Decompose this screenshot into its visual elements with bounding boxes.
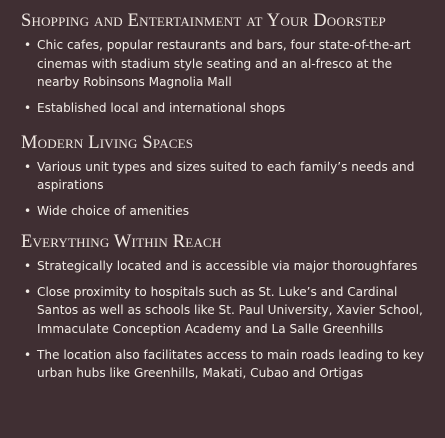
- list-item: [21, 257, 435, 276]
- section-heading: Modern Living Spaces: [21, 132, 194, 153]
- list-item-text: Established local and international shops: [37, 101, 286, 115]
- list-item-text: Chic cafes, popular restaurants and bars, four state-of-the-art cinemas with stadium style seating and an al-fresco at the nearby Robinsons Magnolia Mall: [37, 38, 411, 89]
- bullet-icon: •: [24, 204, 32, 218]
- list-item: [21, 99, 435, 118]
- section-heading: Everything Within Reach: [21, 231, 222, 252]
- bullet-icon: •: [24, 159, 32, 174]
- list-item-text: Strategically located and is accessible via major thoroughfares: [37, 258, 418, 273]
- list-item-text: Wide choice of amenities: [37, 204, 190, 218]
- list-item-text: The location also facilitates access to main roads leading to key urban hubs like Greenhills, Makati, Cubao and Ortigas: [37, 347, 424, 380]
- list-item: [21, 158, 435, 195]
- bullet-icon: •: [24, 284, 32, 299]
- list-item: [21, 346, 435, 383]
- list-item: [21, 283, 435, 339]
- section-heading: Shopping and Entertainment at Your Doorstep: [21, 11, 386, 31]
- list-item-text: Various unit types and sizes suited to each family’s needs and aspirations: [37, 159, 415, 192]
- section-shopping-entertainment: [21, 10, 435, 118]
- bullet-icon: •: [24, 38, 32, 52]
- bullet-icon: •: [24, 347, 32, 362]
- list-item: [21, 36, 435, 92]
- section-modern-living: [21, 132, 435, 221]
- section-everything-within-reach: [21, 231, 435, 383]
- bullet-list: [21, 36, 435, 118]
- bullet-list: [21, 257, 435, 383]
- bullet-list: [21, 158, 435, 221]
- list-item: [21, 202, 435, 221]
- list-item-text: Close proximity to hospitals such as St. Luke’s and Cardinal Santos as well as schools like St. Paul University, Xavier School, Immaculate Conception Academy and La Salle Greenhills: [37, 284, 423, 336]
- bullet-icon: •: [24, 258, 32, 273]
- bullet-icon: •: [24, 101, 32, 115]
